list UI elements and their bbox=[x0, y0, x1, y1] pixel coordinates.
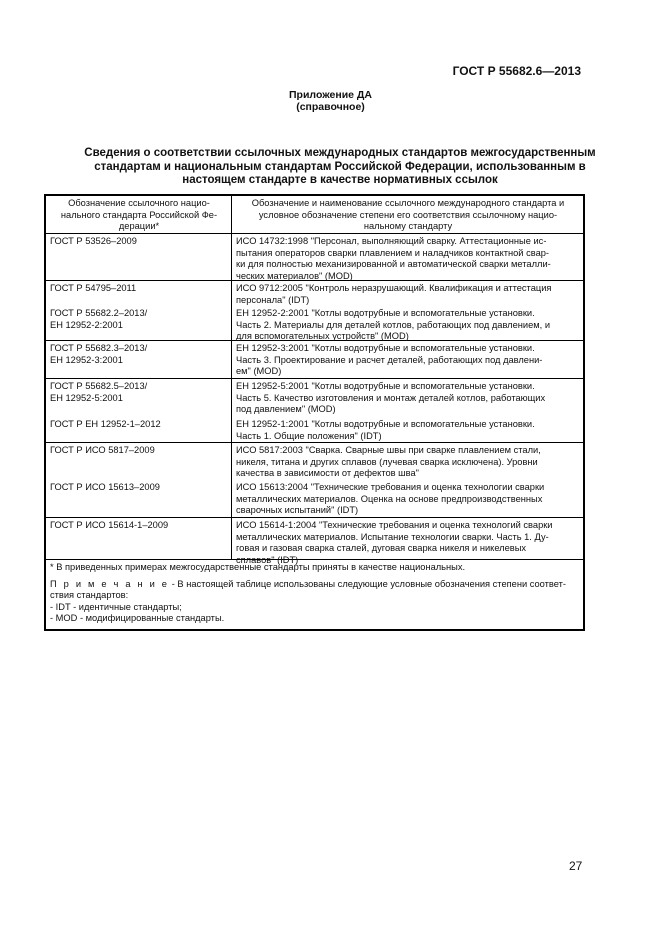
international-standard-cell bbox=[232, 443, 583, 480]
header-text-line: условное обозначение степени его соответствия ссылочному нацио- bbox=[258, 209, 558, 220]
note-first-line bbox=[50, 579, 579, 591]
cell-line: ИСО 5817:2003 "Сварка. Сварные швы при сварке плавлением стали, bbox=[236, 445, 541, 455]
cell-line: ГОСТ Р 55682.3–2013/ bbox=[50, 343, 148, 353]
cell-line: ГОСТ Р ИСО 15614-1–2009 bbox=[50, 520, 169, 530]
cell-line: Часть 5. Качество изготовления и монтаж деталей котлов, работающих bbox=[236, 392, 546, 403]
note-text-line: ствия стандартов: bbox=[50, 590, 129, 600]
cell-line: ЕН 12952-2:2001 "Котлы водотрубные и вспомогательные установки. bbox=[236, 308, 535, 318]
cell-line: ЕН 12952-3:2001 "Котлы водотрубные и вспомогательные установки. bbox=[236, 343, 535, 353]
title-line: настоящем стандарте в качестве нормативных ссылок bbox=[182, 174, 498, 186]
cell-line: ГОСТ Р ИСО 15613–2009 bbox=[50, 482, 160, 492]
note-item: - MOD - модифицированные стандарты. bbox=[50, 613, 225, 623]
correspondence-table bbox=[44, 194, 585, 631]
title-line: стандартам и национальным стандартам Российской Федерации, использованным в bbox=[94, 160, 586, 173]
table-row bbox=[46, 234, 583, 281]
cell-line: под давлением" (MOD) bbox=[236, 404, 336, 414]
table-row bbox=[46, 281, 583, 306]
cell-line: ГОСТ Р ИСО 5817–2009 bbox=[50, 445, 155, 455]
cell-line: ки для полностью механизированной и автоматической сварки металли- bbox=[236, 259, 551, 269]
cell-line: ГОСТ Р 53526–2009 bbox=[50, 236, 137, 246]
national-standard-cell bbox=[46, 281, 232, 306]
cell-line: ИСО 14732:1998 "Персонал, выполняющий сварку. Аттестационные ис- bbox=[236, 236, 547, 246]
appendix-kind: (справочное) bbox=[296, 101, 365, 113]
note-item: - IDT - идентичные стандарты; bbox=[50, 601, 182, 612]
note bbox=[50, 579, 579, 625]
table-row-group bbox=[46, 281, 583, 341]
cell-line: ЕН 12952-5:2001 bbox=[50, 392, 123, 403]
table-row bbox=[46, 341, 583, 379]
cell-line: ГОСТ Р 55682.5–2013/ bbox=[50, 381, 148, 391]
cell-line: ем" (MOD) bbox=[236, 366, 282, 376]
section-title bbox=[50, 147, 630, 188]
international-standard-cell bbox=[232, 417, 583, 442]
table-row bbox=[46, 443, 583, 480]
cell-line: Часть 1. Общие положения" (IDT) bbox=[236, 430, 382, 441]
cell-line: Часть 2. Материалы для деталей котлов, работающих под давлением, и bbox=[236, 319, 551, 330]
table-row bbox=[46, 518, 583, 565]
cell-line: Часть 3. Проектирование и расчет деталей, работающих под давлени- bbox=[236, 354, 543, 365]
national-standard-cell bbox=[46, 443, 232, 480]
cell-line: металлических материалов. Испытание технологии сварки. Часть 1. Ду- bbox=[236, 531, 549, 542]
table-row bbox=[46, 480, 583, 517]
national-standard-cell bbox=[46, 417, 232, 442]
appendix-name: Приложение ДА bbox=[289, 89, 372, 101]
table-header-row bbox=[46, 196, 583, 234]
cell-line: персонала" (IDT) bbox=[236, 294, 310, 305]
international-standard-cell bbox=[232, 480, 583, 517]
cell-line: ЕН 12952-1:2001 "Котлы водотрубные и вспомогательные установки. bbox=[236, 419, 535, 429]
national-standard-cell bbox=[46, 306, 232, 343]
national-standard-cell bbox=[46, 480, 232, 517]
table-row bbox=[46, 379, 583, 417]
cell-line: металлических материалов. Оценка на основе предпроизводственных bbox=[236, 493, 543, 504]
title-line: Сведения о соответствии ссылочных международных стандартов межгосударственным bbox=[84, 147, 596, 159]
cell-line: сварочных испытаний" (IDT) bbox=[236, 505, 359, 515]
footnote: * В приведенных примерах межгосударственные стандарты приняты в качестве национальных. bbox=[50, 562, 466, 572]
appendix-heading bbox=[0, 89, 661, 113]
table-footer bbox=[46, 562, 583, 625]
document-code: ГОСТ Р 55682.6—2013 bbox=[452, 64, 581, 78]
international-standard-cell bbox=[232, 341, 583, 378]
national-standard-cell bbox=[46, 518, 232, 559]
international-standard-cell bbox=[232, 379, 583, 417]
header-text-line: нальному стандарту bbox=[363, 221, 453, 231]
header-text-line: дерации* bbox=[118, 221, 160, 231]
international-standard-cell bbox=[232, 306, 583, 343]
cell-line: ЕН 12952-5:2001 "Котлы водотрубные и вспомогательные установки. bbox=[236, 381, 535, 391]
national-standard-cell bbox=[46, 341, 232, 378]
cell-line: ческих материалов" (MOD) bbox=[236, 270, 353, 281]
cell-line: ЕН 12952-2:2001 bbox=[50, 319, 123, 330]
cell-line: пытания операторов сварки плавлением и наладчиков контактной свар- bbox=[236, 247, 550, 258]
cell-line: сплавов" (IDT) bbox=[236, 554, 299, 565]
cell-line: качества в зависимости от дефектов шва" bbox=[236, 468, 419, 478]
international-standard-cell bbox=[232, 518, 583, 565]
international-standard-cell bbox=[232, 234, 583, 280]
national-standard-cell bbox=[46, 379, 232, 417]
cell-line: ИСО 15613:2004 "Технические требования и оценка технологии сварки bbox=[236, 482, 545, 492]
column-header-national bbox=[46, 196, 232, 233]
table-row bbox=[46, 306, 583, 343]
note-label: П р и м е ч а н и е bbox=[50, 578, 170, 589]
cell-line: ЕН 12952-3:2001 bbox=[50, 354, 123, 365]
cell-line: ИСО 9712:2005 "Контроль неразрушающий. Квалификация и аттестация bbox=[236, 283, 552, 293]
table-row-group bbox=[46, 379, 583, 443]
cell-line: ИСО 15614-1:2004 "Технические требования и оценка технологий сварки bbox=[236, 520, 553, 530]
cell-line: говая и газовая сварка сталей, дуговая сварка никеля и никелевых bbox=[236, 543, 527, 553]
column-header-international bbox=[232, 196, 583, 233]
international-standard-cell bbox=[232, 281, 583, 306]
page-number: 27 bbox=[569, 859, 583, 873]
table-row-group bbox=[46, 443, 583, 518]
cell-line: ГОСТ Р ЕН 12952-1–2012 bbox=[50, 419, 161, 429]
header-text-line: нального стандарта Российской Фе- bbox=[60, 209, 218, 220]
national-standard-cell bbox=[46, 234, 232, 280]
cell-line: ГОСТ Р 54795–2011 bbox=[50, 283, 137, 293]
cell-line: для вспомогательных устройств" (MOD) bbox=[236, 331, 409, 341]
note-text: - В настоящей таблице использованы следующие условные обозначения степени соответ- bbox=[169, 578, 566, 589]
cell-line: никеля, титана и других сплавов (лучевая сварка исключена). Уровни bbox=[236, 456, 538, 467]
table-row bbox=[46, 417, 583, 442]
header-text-line: Обозначение и наименование ссылочного международного стандарта и bbox=[251, 198, 565, 208]
cell-line: ГОСТ Р 55682.2–2013/ bbox=[50, 308, 148, 318]
header-text-line: Обозначение ссылочного нацио- bbox=[68, 198, 210, 208]
